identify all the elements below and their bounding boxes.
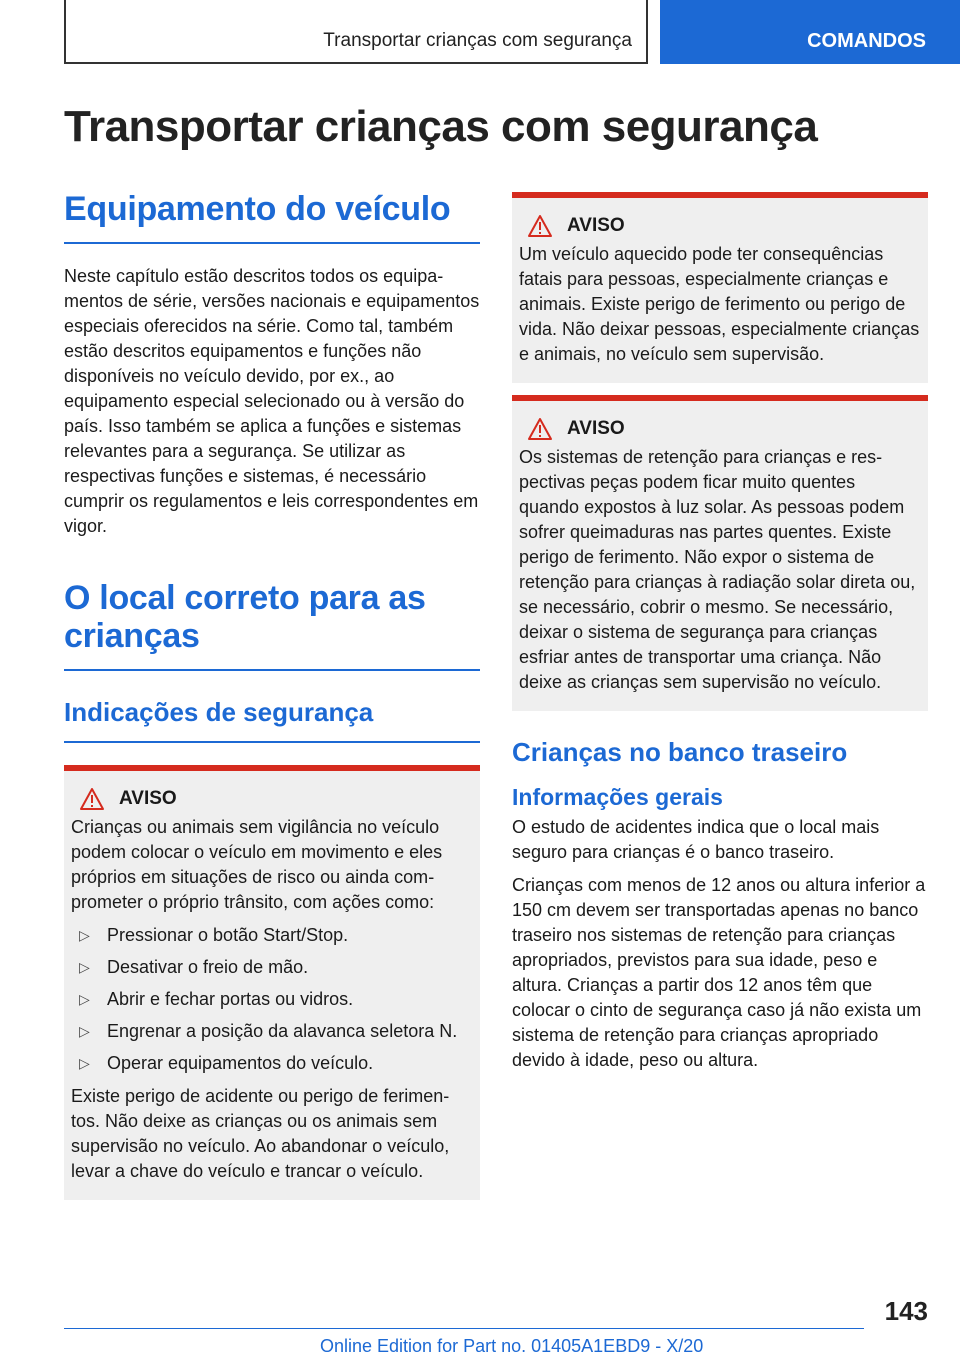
rear-paragraph-1: O estudo de acidentes indica que o local mais seguro para crianças é o banco traseiro. — [512, 817, 880, 862]
right-column — [512, 192, 928, 1073]
page-title: Transportar crianças com segurança — [64, 102, 818, 151]
warning-header — [519, 417, 920, 441]
warning-text: Os sistemas de retenção para crianças e respectivas peças podem ficar muito quentes quando expostos à luz solar. As pessoas podem sofrer queimaduras nas partes quentes. Existe perigo de ferimento. Não expor o sistema de retenção para crianças à radiação solar direta ou, se necessário, cobrir o mesmo. Se necessário, deixar o sistema de segurança para crianças esfriar antes de transportar uma criança. Não deixe as crianças sem supervisão no veículo. — [519, 447, 916, 692]
footer-divider — [64, 1328, 864, 1329]
warning-box-3 — [512, 395, 928, 711]
bullet-triangle-icon: ▷ — [79, 959, 90, 975]
warning-triangle-icon — [79, 787, 105, 811]
list-item: ▷ Desativar o freio de mão. — [71, 955, 472, 980]
header-title-box — [64, 0, 648, 64]
section-heading-equipamento: Equipamento do veículo — [64, 190, 480, 244]
warning-triangle-icon — [527, 417, 553, 441]
warning-header — [71, 787, 472, 811]
action-list — [71, 923, 472, 1076]
warning-label: AVISO — [567, 418, 625, 439]
subheading-informacoes-gerais: Informações gerais — [512, 784, 723, 810]
warning-intro: Crianças ou animais sem vigilância no veículo podem colocar o veículo em movimento e eles próprios em situações de risco ou ainda comprometer o próprio trânsito, com ações como: — [71, 817, 443, 912]
warning-box-1 — [64, 765, 480, 1200]
running-title: Transportar crianças com segurança — [323, 30, 632, 51]
equipamento-text: Neste capítulo estão descritos todos os equipamentos de série, versões nacionais e equipamentos especiais oferecidos na série. Como tal, também estão descritos equipamentos e funções não disponíveis no veículo devido, por ex., ao equipamento especial selecionado ou à versão do país. Isso também se aplica a funções e sistemas relevantes para a segurança. Se utilizar as respectivas funções e sistemas, é necessário cumprir os regulamentos e leis correspondentes em vigor. — [64, 266, 480, 536]
bullet-triangle-icon: ▷ — [79, 991, 90, 1007]
list-item: ▷ Engrenar a posição da alavanca seletora N. — [71, 1019, 472, 1044]
section-heading-local: O local correto para as crianças — [64, 579, 480, 671]
warning-label: AVISO — [119, 788, 177, 809]
warning-label: AVISO — [567, 215, 625, 236]
rear-paragraph-2: Crianças com menos de 12 anos ou altura inferior a 150 cm devem ser transportadas apenas no banco traseiro nos sistemas de retenção para crianças apropriados, previstos para sua idade, peso e altura. Crianças a partir dos 12 anos têm que colocar o cinto de segurança caso já não exista um sistema de retenção para crianças apropriado devido à idade, peso ou altura. — [512, 875, 926, 1070]
left-column — [64, 190, 480, 1200]
page-number: 143 — [884, 1296, 928, 1326]
section-label: COMANDOS — [807, 30, 926, 52]
warning-box-2 — [512, 192, 928, 383]
list-item: ▷ Pressionar o botão Start/Stop. — [71, 923, 472, 948]
bullet-triangle-icon: ▷ — [79, 1023, 90, 1039]
warning-outro: Existe perigo de acidente ou perigo de ferimentos. Não deixe as crianças ou os animais sem supervisão no veículo. Ao abandonar o veículo, levar a chave do veículo e trancar o veículo. — [71, 1086, 450, 1181]
list-item: ▷ Abrir e fechar portas ou vidros. — [71, 987, 472, 1012]
header-section-tab — [660, 0, 960, 64]
subheading-banco-traseiro: Crianças no banco traseiro — [512, 737, 848, 767]
subheading-indicacoes: Indicações de segurança — [64, 697, 480, 743]
warning-text: Um veículo aquecido pode ter consequências fatais para pessoas, especialmente crianças e animais. Existe perigo de ferimento ou perigo de vida. Não deixar pessoas, especialmente crianças e animais, no veículo sem supervisão. — [519, 244, 920, 364]
bullet-triangle-icon: ▷ — [79, 1055, 90, 1071]
bullet-triangle-icon: ▷ — [79, 927, 90, 943]
warning-header — [519, 214, 920, 238]
footer-edition: Online Edition for Part no. 01405A1EBD9 - X/20 — [320, 1336, 704, 1356]
list-item: ▷ Operar equipamentos do veículo. — [71, 1051, 472, 1076]
warning-triangle-icon — [527, 214, 553, 238]
